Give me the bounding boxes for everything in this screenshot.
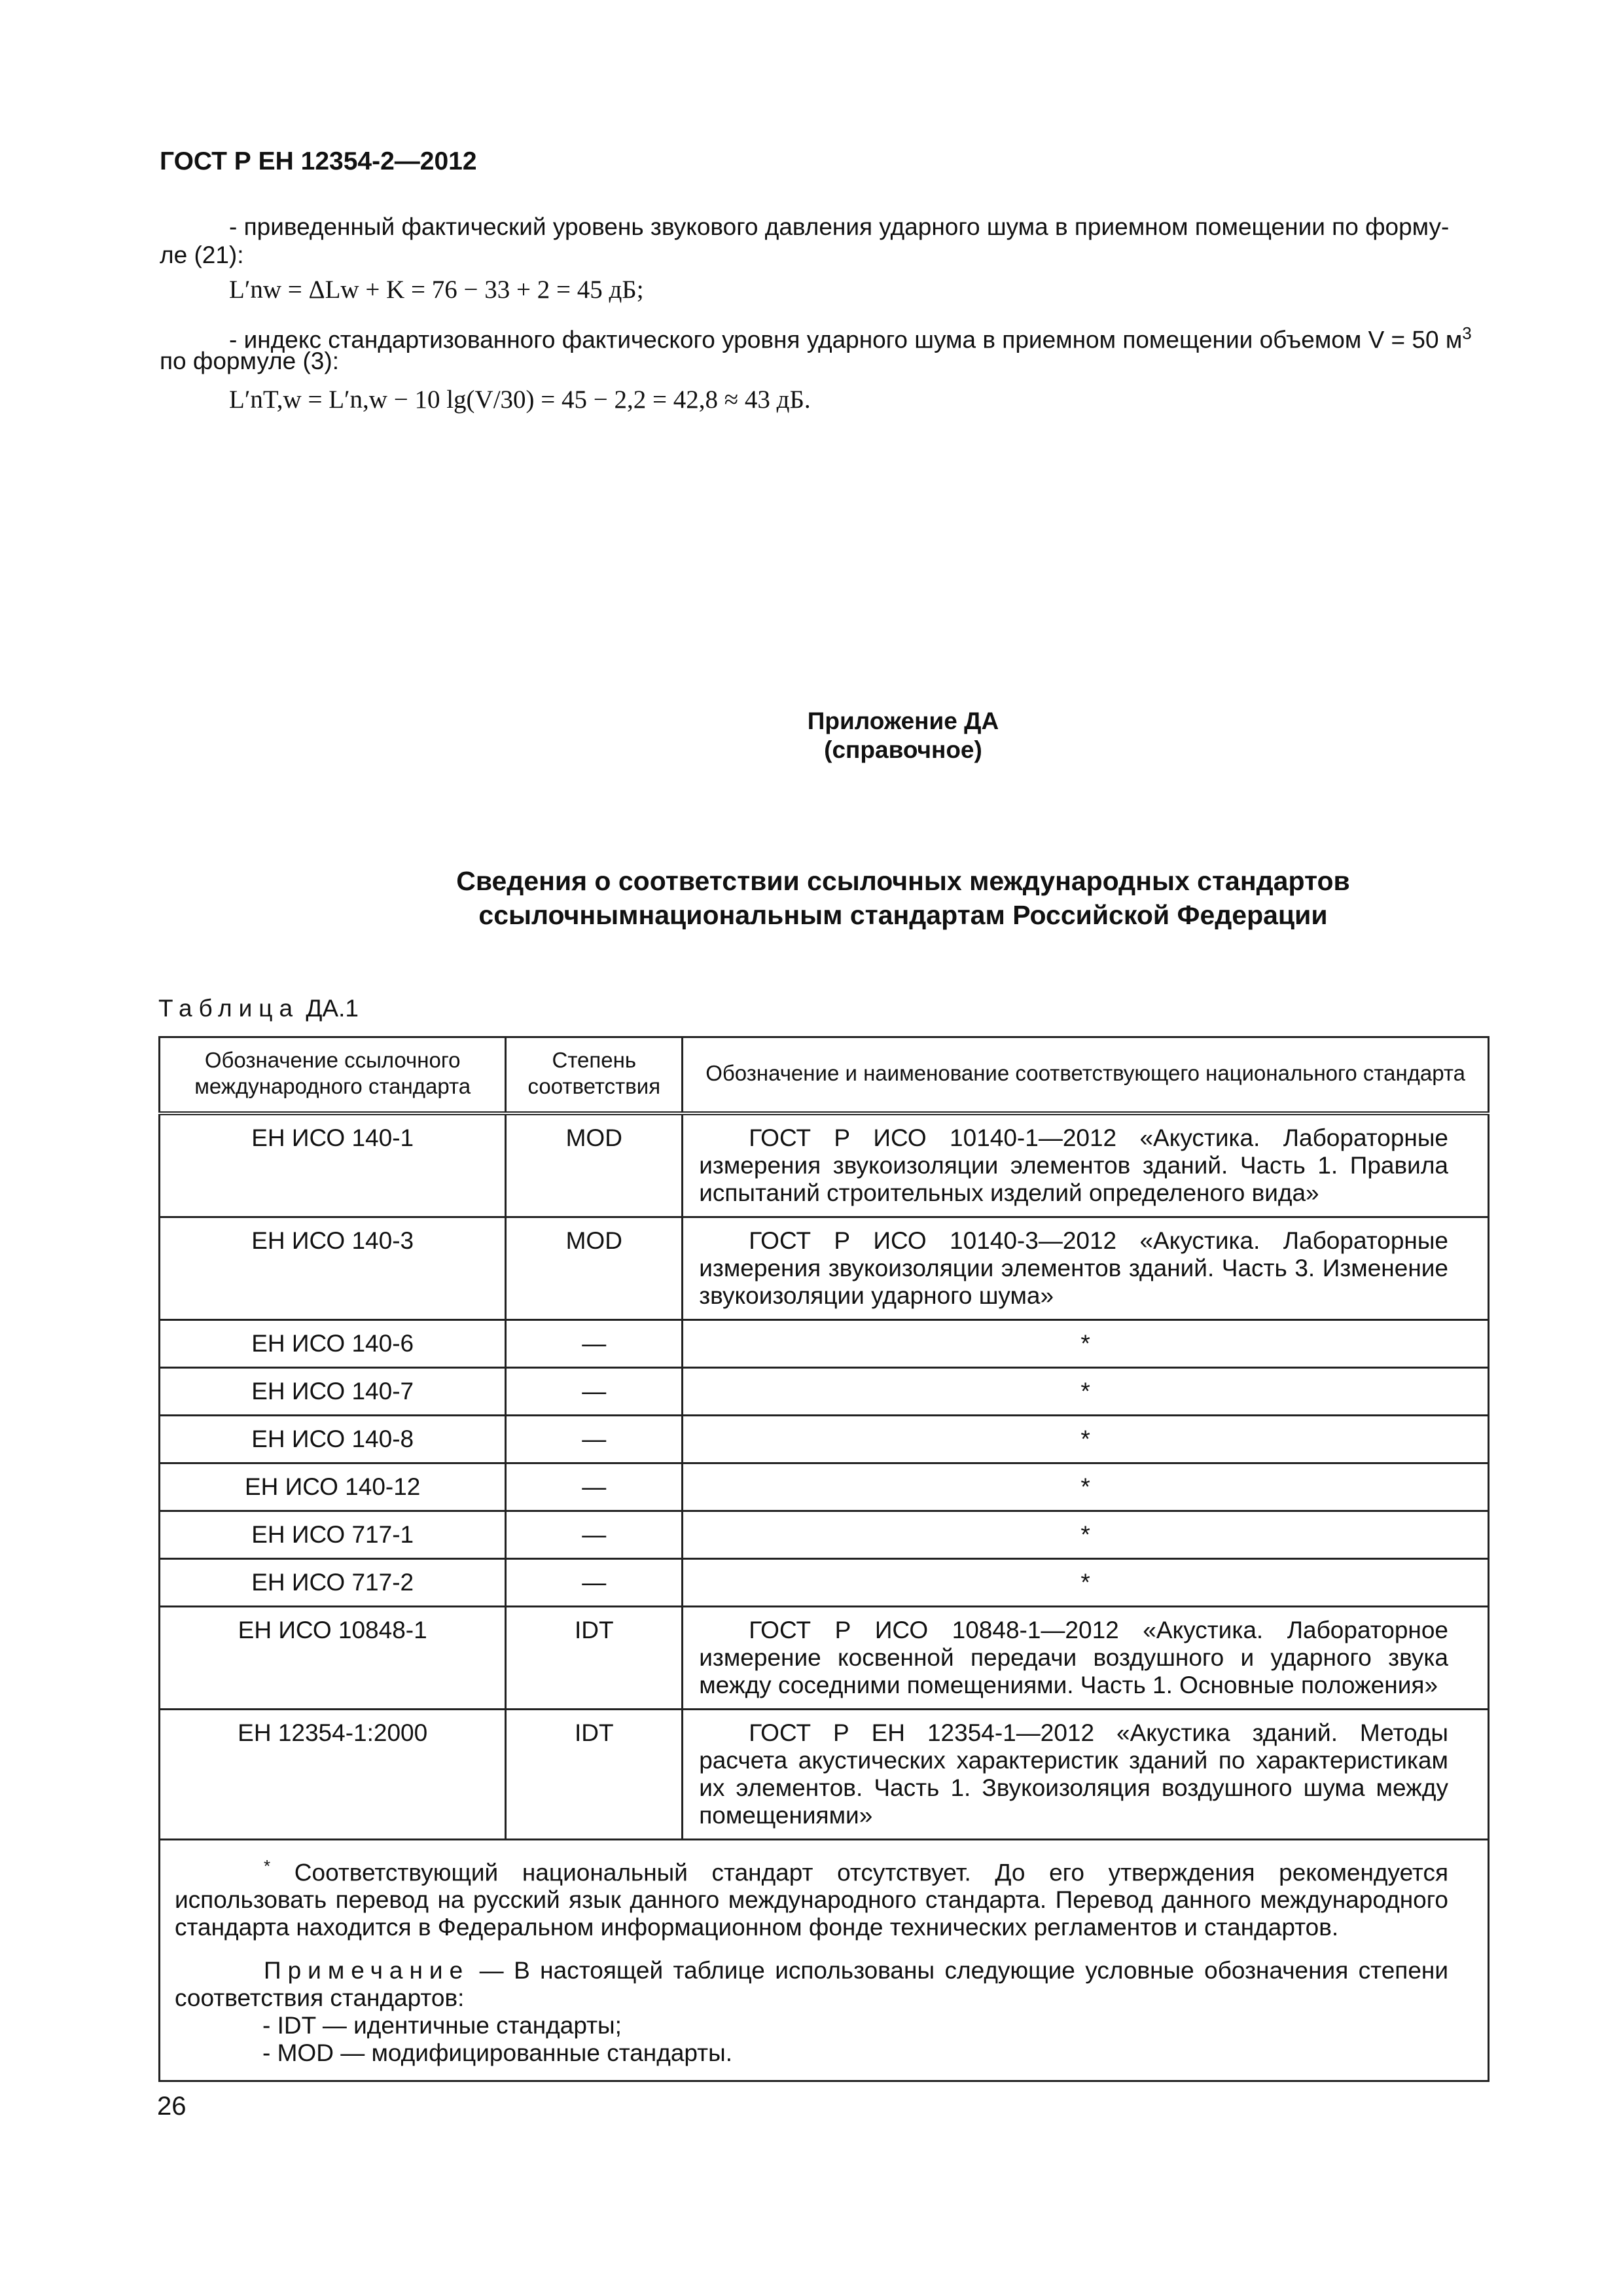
appendix-subtitle: (справочное) bbox=[824, 736, 982, 763]
header-intl-standard: Обозначение ссылочного международного стандарта bbox=[160, 1037, 506, 1114]
table-row bbox=[160, 1607, 1489, 1710]
cell-degree: — bbox=[506, 1559, 683, 1607]
note-text: — В настоящей таблице использованы следующие условные обозначения степени соответствия стандартов: bbox=[175, 1957, 1449, 2012]
item1-text bbox=[229, 213, 1505, 241]
table-row bbox=[160, 1463, 1489, 1511]
item2-line2: по формуле (3): bbox=[160, 348, 339, 374]
cell-intl-standard: ЕН ИСО 140-7 bbox=[160, 1368, 506, 1416]
appendix-title: Приложение ДА bbox=[807, 708, 999, 734]
cell-intl-standard: ЕН ИСО 10848-1 bbox=[160, 1607, 506, 1710]
table-footer-row bbox=[160, 1840, 1489, 2081]
cell-national-standard: ГОСТ Р ИСО 10848-1—2012 «Акустика. Лабораторное измерение косвенной передачи воздушного и ударного звука между соседними помещениями. Часть 1. Основные положения» bbox=[683, 1607, 1489, 1710]
note-item: - MOD — модифицированные стандарты. bbox=[262, 2039, 732, 2067]
item1-line2: ле (21): bbox=[160, 242, 244, 268]
cell-national-standard: * bbox=[683, 1416, 1489, 1463]
footnote bbox=[175, 1852, 1448, 1941]
note-item: - IDT — идентичные стандарты; bbox=[262, 2012, 622, 2039]
table-caption bbox=[158, 995, 359, 1022]
cell-degree: MOD bbox=[506, 1113, 683, 1217]
table-row bbox=[160, 1416, 1489, 1463]
section-heading bbox=[0, 864, 1623, 932]
section-heading-line2: ссылочнымнациональным стандартам Российской Федерации bbox=[478, 900, 1328, 930]
cell-degree: — bbox=[506, 1416, 683, 1463]
note bbox=[175, 1957, 1448, 2012]
cell-intl-standard: ЕН ИСО 717-1 bbox=[160, 1511, 506, 1559]
cell-degree: — bbox=[506, 1320, 683, 1368]
table-row bbox=[160, 1368, 1489, 1416]
item2-superscript: 3 bbox=[1462, 323, 1472, 343]
table-caption-prefix: Таблица bbox=[158, 995, 300, 1022]
table-row bbox=[160, 1320, 1489, 1368]
cell-degree: IDT bbox=[506, 1607, 683, 1710]
cell-intl-standard: ЕН ИСО 140-12 bbox=[160, 1463, 506, 1511]
cell-national-standard: * bbox=[683, 1511, 1489, 1559]
cell-intl-standard: ЕН ИСО 140-3 bbox=[160, 1217, 506, 1320]
table-row bbox=[160, 1113, 1489, 1217]
cell-degree: — bbox=[506, 1511, 683, 1559]
table-caption-id: ДА.1 bbox=[306, 995, 359, 1022]
cell-national-standard: ГОСТ Р ЕН 12354-1—2012 «Акустика зданий. Методы расчета акустических характеристик зданий по характеристикам их элементов. Часть 1. Звукоизоляция воздушного шума между помещениями» bbox=[683, 1710, 1489, 1840]
appendix-heading bbox=[0, 707, 1623, 764]
item2-line1: - индекс стандартизованного фактического уровня ударного шума в приемном помещении объемом V = 50 м bbox=[229, 326, 1463, 353]
footnote-text: Соответствующий национальный стандарт отсутствует. До его утверждения рекомендуется использовать перевод на русский язык данного международного стандарта. Перевод данного международного стандарта находится в Федеральном информационном фонде технических регламентов и стандартов. bbox=[175, 1859, 1449, 1941]
cell-degree: — bbox=[506, 1368, 683, 1416]
header-degree: Степень соответствия bbox=[506, 1037, 683, 1114]
cell-national-standard: * bbox=[683, 1463, 1489, 1511]
item1-line1: - приведенный фактический уровень звукового давления ударного шума в приемном помещении по форму- bbox=[229, 213, 1450, 240]
correspondence-table bbox=[158, 1036, 1489, 2082]
formula-2: L′nT,w = L′n,w − 10 lg(V/30) = 45 − 2,2 = 42,8 ≈ 43 дБ. bbox=[229, 386, 811, 414]
cell-degree: IDT bbox=[506, 1710, 683, 1840]
footnote-mark: * bbox=[264, 1856, 271, 1876]
cell-intl-standard: ЕН ИСО 140-8 bbox=[160, 1416, 506, 1463]
page-number: 26 bbox=[157, 2092, 187, 2121]
cell-degree: MOD bbox=[506, 1217, 683, 1320]
section-heading-line1: Сведения о соответствии ссылочных международных стандартов bbox=[456, 866, 1350, 896]
cell-intl-standard: ЕН ИСО 140-6 bbox=[160, 1320, 506, 1368]
table-header-row bbox=[160, 1037, 1489, 1114]
table-row bbox=[160, 1217, 1489, 1320]
table-row bbox=[160, 1710, 1489, 1840]
table-row bbox=[160, 1559, 1489, 1607]
cell-intl-standard: ЕН 12354-1:2000 bbox=[160, 1710, 506, 1840]
item2-text bbox=[229, 319, 1525, 353]
table-row bbox=[160, 1511, 1489, 1559]
cell-national-standard: * bbox=[683, 1559, 1489, 1607]
formula-1: L′nw = ΔLw + K = 76 − 33 + 2 = 45 дБ; bbox=[229, 276, 644, 304]
table-footer bbox=[160, 1840, 1489, 2081]
cell-national-standard: * bbox=[683, 1320, 1489, 1368]
cell-national-standard: ГОСТ Р ИСО 10140-1—2012 «Акустика. Лабораторные измерения звукоизоляции элементов зданий. Часть 1. Правила испытаний строительных изделий определеного вида» bbox=[683, 1113, 1489, 1217]
cell-degree: — bbox=[506, 1463, 683, 1511]
cell-intl-standard: ЕН ИСО 717-2 bbox=[160, 1559, 506, 1607]
cell-intl-standard: ЕН ИСО 140-1 bbox=[160, 1113, 506, 1217]
cell-national-standard: * bbox=[683, 1368, 1489, 1416]
header-national-standard: Обозначение и наименование соответствующего национального стандарта bbox=[683, 1037, 1489, 1114]
cell-national-standard: ГОСТ Р ИСО 10140-3—2012 «Акустика. Лабораторные измерения звукоизоляции элементов зданий. Часть 3. Изменение звукоизоляции ударного шума» bbox=[683, 1217, 1489, 1320]
document-number: ГОСТ Р ЕН 12354-2—2012 bbox=[160, 147, 477, 175]
note-label: Примечание bbox=[264, 1957, 470, 1984]
